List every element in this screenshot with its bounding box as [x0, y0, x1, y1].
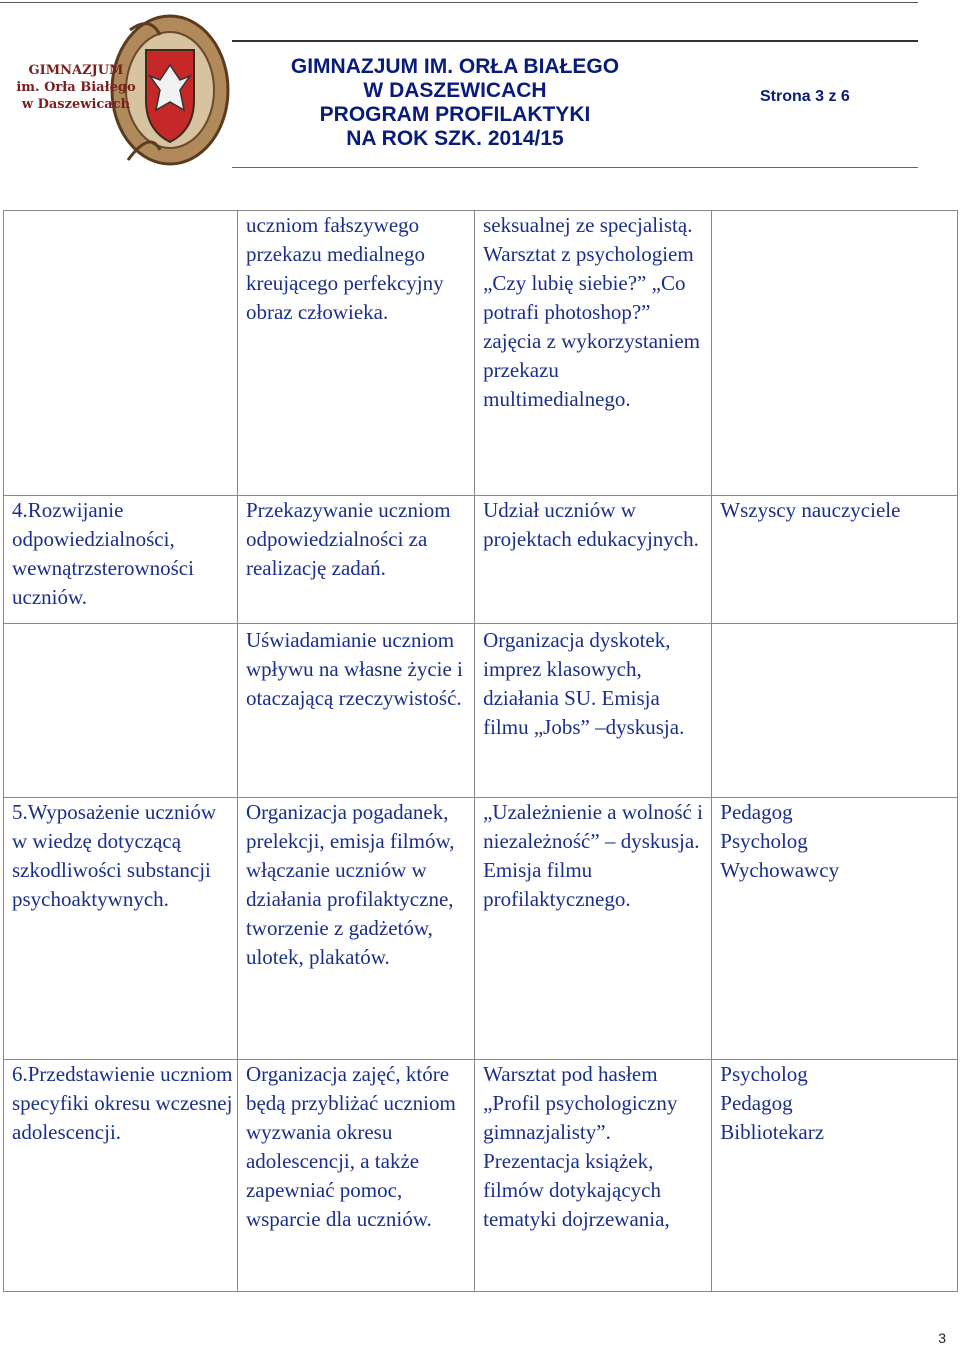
top-rule	[0, 2, 918, 3]
table-cell-task: Uświadamianie uczniom wpływu na własne życie i otaczającą rzeczywistość.	[237, 624, 474, 798]
table-cell-responsible	[712, 624, 958, 798]
school-logo	[10, 10, 230, 170]
title-line-2: W DASZEWICACH	[363, 79, 547, 102]
table-cell-task: Organizacja pogadanek, prelekcji, emisja filmów, włączanie uczniów w działania profilaktyczne, tworzenie z gadżetów, ulotek, plakatów.	[237, 798, 474, 1060]
title-line-4: NA ROK SZK. 2014/15	[346, 127, 564, 150]
table-cell-task: Organizacja zajęć, które będą przybliżać uczniom wyzwania okresu adolescencji, a także zapewniać pomoc, wsparcie dla uczniów.	[237, 1060, 474, 1292]
table-cell-responsible: Psycholog Pedagog Bibliotekarz	[712, 1060, 958, 1292]
table-cell-method: Warsztat pod hasłem „Profil psychologiczny gimnazjalisty”. Prezentacja książek, filmów dotykających tematyki dojrzewania,	[475, 1060, 712, 1292]
table-cell-task: Przekazywanie uczniom odpowiedzialności za realizację zadań.	[237, 496, 474, 624]
table-cell-method: Organizacja dyskotek, imprez klasowych, działania SU. Emisja filmu „Jobs” –dyskusja.	[475, 624, 712, 798]
logo-text-line2: im. Orła Białego	[16, 80, 136, 95]
logo-text-line1: GIMNAZJUM	[28, 63, 124, 78]
table-cell-responsible: Wszyscy nauczyciele	[712, 496, 958, 624]
table-cell-goal	[4, 211, 238, 496]
table-cell-goal: 5.Wyposażenie uczniów w wiedzę dotyczącą szkodliwości substancji psychoaktywnych.	[4, 798, 238, 1060]
table-row	[4, 496, 958, 624]
document-title	[250, 55, 660, 151]
title-line-1: GIMNAZJUM IM. ORŁA BIAŁEGO	[290, 55, 620, 78]
table-cell-method: seksualnej ze specjalistą. Warsztat z psychologiem „Czy lubię siebie?” „Co potrafi photoshop?” zajęcia z wykorzystaniem przekazu multimedialnego.	[475, 211, 712, 496]
table-cell-goal: 6.Przedstawienie uczniom specyfiki okresu wczesnej adolescencji.	[4, 1060, 238, 1292]
table-cell-goal	[4, 624, 238, 798]
program-table	[3, 210, 958, 1292]
table-row	[4, 211, 958, 496]
table-cell-task: uczniom fałszywego przekazu medialnego kreującego perfekcyjny obraz człowieka.	[237, 211, 474, 496]
page-number: 3	[938, 1330, 946, 1346]
table-row	[4, 624, 958, 798]
logo-text-line3: w Daszewicach	[21, 97, 131, 112]
page-info: Strona 3 z 6	[760, 88, 850, 105]
table-cell-goal: 4.Rozwijanie odpowiedzialności, wewnątrzsterowności uczniów.	[4, 496, 238, 624]
table-cell-method: Udział uczniów w projektach edukacyjnych.	[475, 496, 712, 624]
table-cell-responsible	[712, 211, 958, 496]
table-row	[4, 1060, 958, 1292]
header-rule-bottom	[232, 167, 918, 168]
table-row	[4, 798, 958, 1060]
header-rule-top	[232, 40, 918, 42]
table-cell-method: „Uzależnienie a wolność i niezależność” – dyskusja. Emisja filmu profilaktycznego.	[475, 798, 712, 1060]
title-line-3: PROGRAM PROFILAKTYKI	[319, 103, 591, 126]
table-cell-responsible: Pedagog Psycholog Wychowawcy	[712, 798, 958, 1060]
